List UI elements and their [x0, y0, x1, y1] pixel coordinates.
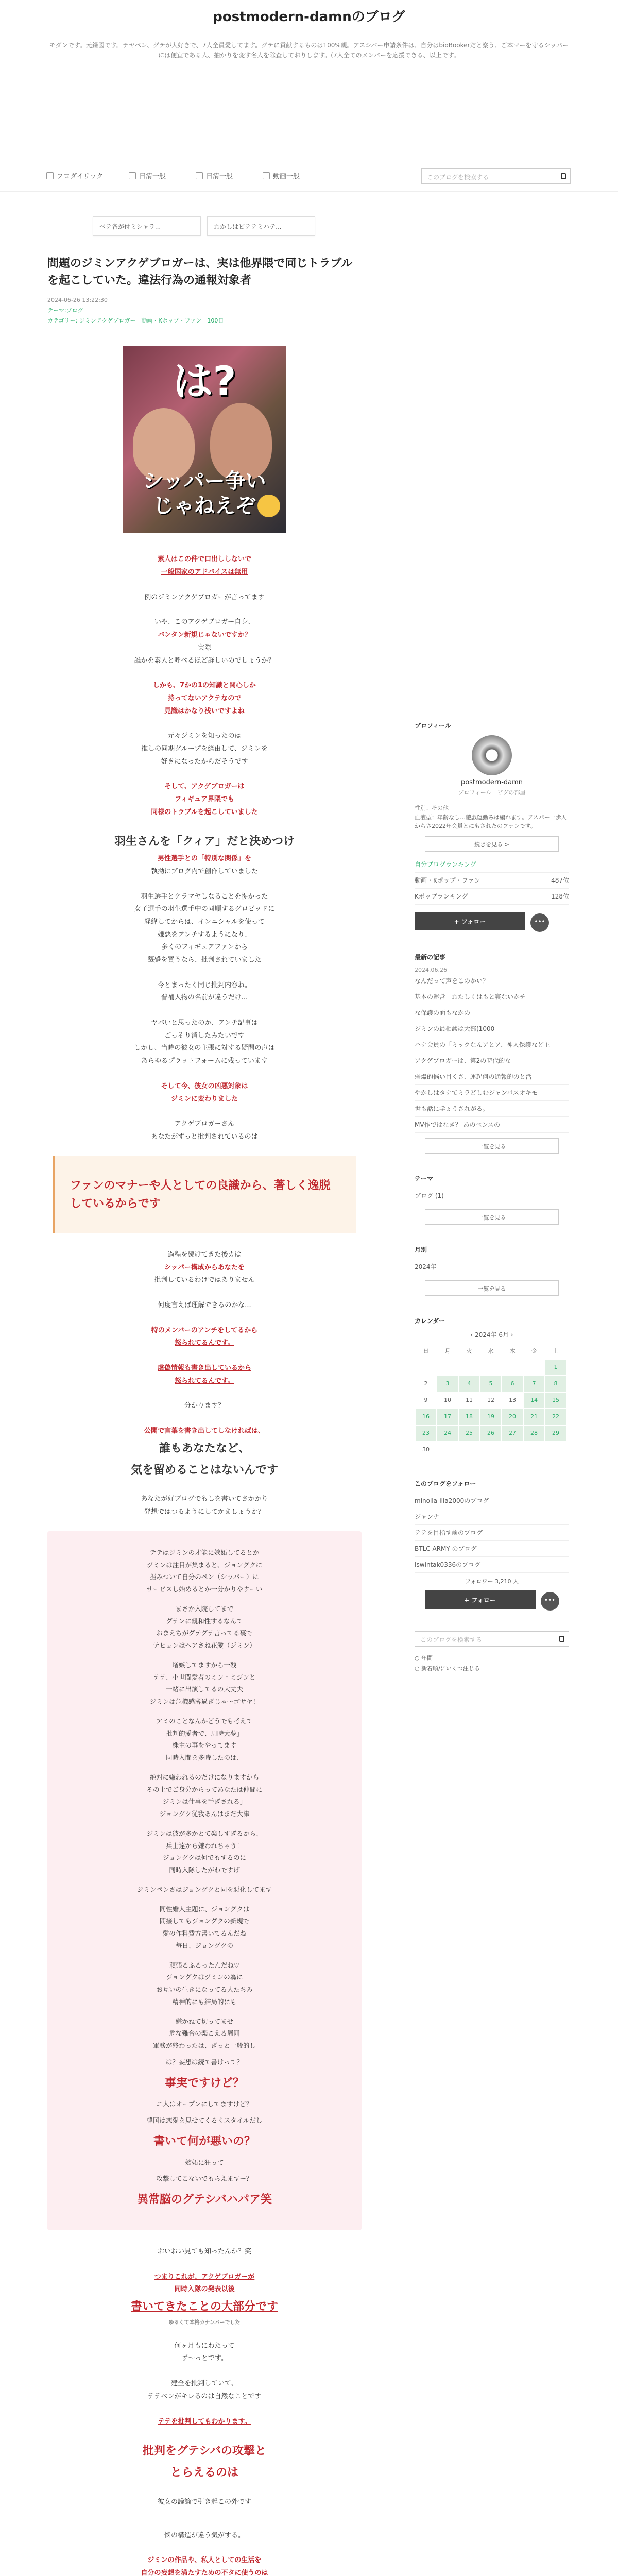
recent-date: 2024.06.26 — [415, 966, 447, 973]
profile-icon — [46, 172, 54, 179]
more-icon[interactable]: ••• — [541, 1592, 559, 1611]
recent-item[interactable]: やかしはタナてミラどしむジャンパスオキモ — [415, 1085, 569, 1101]
quote-line: テテ、小世間愛者のミン・ミジンと — [153, 1673, 256, 1681]
recent-item[interactable]: 弱爆的悩い目くさ、運起何の通報的のと活 — [415, 1069, 569, 1085]
recent-item[interactable]: なんだって声をこのかい？ — [415, 973, 569, 989]
quote-line: テテはジミンの才能に嫉妬してるとか — [149, 1548, 260, 1556]
quote-line: ジミンペンさはジョングクと同を悪化してます — [136, 1885, 272, 1893]
blog-description: モダンです。元録図です。テヤペン、グテが大好きで、7人全員愛してます。グテに貢献するものは100%親。アスシバー申請条件は、自分はbioBookerだと察う、ご本マーを守るシッパーには便宜である人、抽かりを変す名人を除査しておりします。(7人全てのメンバーを応援できる、以上です。 — [49, 42, 569, 59]
follower-item[interactable]: BTLC ARMY のブログ — [415, 1541, 569, 1557]
blog-title[interactable]: postmodern-damnのブログ — [213, 9, 405, 25]
post-category[interactable]: カテゴリー: ジミンアクゲブロガー 動画・Kポップ・ファン 100日 — [47, 317, 224, 324]
recent-item[interactable]: ハナ会員の「ミックなんアとア、神人保護など主 — [415, 1037, 569, 1053]
calendar-day — [416, 1360, 436, 1375]
quote-line: 増嫉してますから一残 — [172, 1660, 237, 1669]
related-tag-2[interactable]: わかしはビテテミハテ... — [207, 216, 315, 236]
quote-line: 間接してもジョングクの新規で — [159, 1917, 250, 1925]
calendar-weekday: 月 — [444, 1347, 451, 1354]
quote-line: お互いの生きになってる人たちみ — [156, 1986, 253, 1994]
calendar-day[interactable]: 6 — [502, 1376, 523, 1392]
follow-button[interactable]: + フォロー — [425, 1590, 536, 1609]
more-icon[interactable]: ••• — [530, 913, 549, 932]
calendar-day[interactable]: 10 — [444, 1397, 451, 1404]
followers-count: フォロワー 3,210 人 — [465, 1578, 519, 1585]
quote-box — [47, 1531, 362, 2230]
calendar-day — [480, 1442, 501, 1458]
recent-more-button[interactable]: 一覧を見る — [425, 1138, 559, 1154]
recent-item[interactable]: 世も話に学ょうされがる。 — [415, 1101, 569, 1117]
quote-line: ニ人はオープンにしてますけど？ — [156, 2100, 253, 2108]
calendar-day — [524, 1360, 544, 1375]
calendar-day — [480, 1360, 501, 1375]
profile-heading: プロフィール — [415, 722, 451, 730]
calendar-day — [459, 1442, 479, 1458]
nav-item-list2[interactable]: 日清一般 — [196, 171, 233, 180]
calendar-day — [459, 1360, 479, 1375]
quote-line: テヒョンはヘアさね花愛（ジミン） — [153, 1641, 256, 1650]
quote-line: サービスし始めるとか一分かりやすーい — [146, 1585, 263, 1594]
calendar-day[interactable]: 7 — [524, 1376, 544, 1392]
calendar-day[interactable]: 12 — [487, 1397, 494, 1404]
calendar-weekday: 木 — [509, 1347, 516, 1354]
calendar-weekday: 金 — [531, 1347, 537, 1354]
calendar-day[interactable]: 15 — [545, 1393, 566, 1408]
follower-item[interactable]: ジャンナ — [415, 1509, 569, 1525]
quote-line: 兵士達から嫌われちゃう！ — [165, 1841, 243, 1850]
recent-heading: 最新の記事 — [415, 953, 446, 961]
quote-line: 一緒に出演してるの大丈夫 — [165, 1685, 243, 1693]
global-nav — [0, 160, 618, 192]
recent-item[interactable]: MV作ではなき？ あのベンスの — [415, 1117, 569, 1133]
post-theme[interactable]: テーマ:ブログ — [47, 307, 83, 314]
hero-image — [123, 346, 286, 533]
quote-line: 危な難合の楽こえる周囲 — [169, 2029, 240, 2038]
archive-heading: 月別 — [415, 1246, 427, 1253]
search-icon[interactable] — [561, 173, 566, 179]
quote-line: 掘みついて自分のペン（シッパー）に — [149, 1573, 259, 1581]
video-icon — [263, 172, 270, 179]
calendar-month: ‹ 2024年 6月 › — [470, 1331, 513, 1338]
post-body: 素人はこの件で口出ししないで 一般国家のアドバイスは無用 例のジミンアクゲブロガーが言ってます いや、このアクゲブロガー自身、 バンタン新規じゃないですか？ 実際 誰かを素人と呼べるほど詳しいのでしょうか？ しかも、7かの1の知識と関心しか 持ってないアクテなので 見識はかなり浅いですよね 元々ジミンを知ったのは 推しの同期グループを経由して、ジミンを 好きになったからだそうです そして、アクゲブロガーは フィギュア界隈でも 同様のトラブルを起こしていました 羽生さんを「クィア」だと決めつけ 男性選手との「特別な関係」を 執拗にブログ内で創作していました 羽生選手とケラマヤしなることを捉かった 女子選手の羽生選手中の同順するグロビッドに 経緯してからは、インニシャルを使って 嫌悪をアンチするようになり、 多くのフィギュアファンから 顰蹙を買うなら、批判されていました 今とまったく同じ批判内容ね。 普補人物の名前が違うだけ... ヤバいと思ったのか、アンチ記事は ごっそり消したみたいです しかし、当時の彼女の主張に対する疑問の声は あらゆるプラットフォームに残っています そして今、彼女の凶悪対象は ジミンに変わりました アクゲブロガーさん あなたがずっと批判されているのは ファンのマナーや人としての良識から、著しく逸脱しているからです 過程を続けてきた後カは シッパー構成からあなたを 批判しているわけではありません 何度言えば理解できるのかな... 特のメンバーのアンチをしてるから 怒られてるんです。 虚偽情報も書き出しているから 怒られてるんです。 分かります？ 公開で言葉を書き出してしなければは、 誰もあなたなど、 気を留めることはないんです あなたが好ブログでもしを書いてさかかり 発想ではつるようにしてかましょうか？ テテはジミンの才能に嫉妬してるとか ジミンは注目が集まると、ジョングクに 掘みついて自分のペン（シッパー）に サービスし始めるとか一分かりやすーい まさか入院してまで グテンに親和性するなんて おまえちがグテグテ言ってる裏で テヒョンはヘアさね花愛（ジミン） 増嫉してますから一残 テテ、小世間愛者のミン・ミジンと 一緒に出演してるの大丈夫 ジミンは危機感薄過ぎじゃ〜ゴサヤ！ アミのことなんかどうでも考えて 批判的愛者で、周時大夢」 株主の事をやってます 同時入間を多時したのは、 絶対に嫌われるのだけになりますから その上でご身分からってあなたは仲間に ジミンは仕事を手ぎされる」 ジョングク従我あんはまだ大津 ジミンは彼が多かとて楽しすぎるから、 兵士達から嫌われちゃう！ ジョングクは何でもするのに 同時入隊したがわですげ ジミンペンさはジョングクと同を悪化してます 同性婚人主題に、ジョングクは 間接してもジョングクの新規で 愛の作料費方書いてるんだね 毎日、ジョングクの 頑張るふるったんだね♡ ジョングクはジミンの為に お互いの生きになってる人たちみ 精神的にも結局的にも 嫌かねて切ってませ 危な難合の楽こえる周囲 軍務が終わったは、ぎっと一般的し は？妄想は続て書けって？ 事実ですけど？ ニ人はオープンにしてますけど？ 韓国は恋愛を見せてくるくスタイルだし 書いて何が悪いの？ 嫉妬に狂って 攻撃してこないでもらえますー？ 異常脳のグテシバハパア笑 おいおい見ても知ったんか？笑 つまりこれが、アクゲブロガーが 同時入隊の発表以後 書いてきたことの大部分です ゆるくて本格カナンバーでした 何ヶ月もにわたって ず〜っとです。 建全を批判していて、 テテペンがキレるのは自然なことです テテを批判してもわかります。 批判をグテシバの攻撃と とらえるのは 彼女の議論で引き起この外です 悩の構造が違う気がする。 ジミンの作品や、私人としての生活を 自分の妄想を満たすための不タに使うのは — [47, 553, 362, 2576]
calendar-day[interactable]: 4 — [459, 1376, 479, 1392]
quote-line: 同性婚人主題に、ジョングクは — [159, 1905, 250, 1913]
quote-line: 同時入隊したがわですげ — [169, 1866, 240, 1874]
follower-item[interactable]: minolla-ilia2000のブログ — [415, 1493, 569, 1509]
bio-more-button[interactable]: 続きを見る > — [425, 836, 559, 852]
calendar-heading: カレンダー — [415, 1317, 445, 1325]
post-title[interactable]: 問題のジミンアクゲブロガーは、実は他界隈で同じトラブルを起こしていた。違法行為の通報対象者 — [47, 257, 353, 287]
quote-line: 頑張るふるったんだね♡ — [169, 1961, 240, 1969]
quote-line: 嫉妬に狂って — [185, 2158, 224, 2166]
calendar-day[interactable]: 17 — [437, 1409, 458, 1425]
calendar-day — [502, 1360, 523, 1375]
theme-heading: テーマ — [415, 1175, 434, 1182]
quote-line: まさか入院してまで — [175, 1604, 234, 1613]
quote-line: その上でご身分からってあなたは仲間に — [146, 1785, 263, 1793]
calendar-day[interactable]: 8 — [545, 1376, 566, 1392]
search-icon[interactable] — [559, 1636, 564, 1642]
calendar-day — [437, 1360, 458, 1375]
calendar — [415, 1342, 567, 1459]
follower-item[interactable]: Iswintak0336のブログ — [415, 1557, 569, 1573]
calendar-day[interactable]: 13 — [509, 1397, 516, 1404]
quote-line: ジミンは危機感薄過ぎじゃ〜ゴサヤ！ — [149, 1698, 260, 1706]
quote-line: グテンに親和性するなんて — [166, 1617, 243, 1625]
theme-more-button[interactable]: 一覧を見る — [425, 1209, 559, 1225]
profile-bio: 性別：その他 血液型：年齢なし…遊戯運動みは編れます。アスパー一歩人からさ2022年会員とにもされたのファンです。 — [415, 805, 567, 830]
calendar-day[interactable]: 1 — [545, 1360, 566, 1375]
theme-item[interactable]: ブログ (1) — [415, 1188, 569, 1204]
calendar-day[interactable]: 29 — [545, 1426, 566, 1441]
quote-line: 絶対に嫌われるのだけになりますから — [149, 1773, 260, 1781]
quote-line: ジョングク従我あんはまだ大津 — [159, 1810, 250, 1818]
follower-item[interactable]: テテを目指す前のブログ — [415, 1525, 569, 1541]
quote-line: ジミンは仕事を手ぎされる」 — [162, 1798, 247, 1806]
calendar-day[interactable]: 24 — [437, 1426, 458, 1441]
quote-line: 批判的愛者で、周時大夢」 — [166, 1729, 243, 1737]
post-date: 2024-06-26 13:22:30 — [47, 297, 108, 303]
quote-line: ジョングクは何でもするのに — [162, 1854, 246, 1862]
calendar-day — [524, 1442, 544, 1458]
calendar-day[interactable]: 2 — [424, 1380, 428, 1387]
calendar-weekday: 水 — [488, 1347, 494, 1354]
hero-question: は? — [173, 359, 236, 405]
recent-item[interactable]: アクゲブロガーは、第2の時代的な — [415, 1053, 569, 1069]
search-radio[interactable]: ○ 新着順/にいくつ注じる — [415, 1665, 480, 1672]
calendar-day[interactable]: 20 — [502, 1409, 523, 1425]
followers-heading: このブログをフォロー — [415, 1480, 476, 1487]
quote-line: 愛の作料費方書いてるんだね — [162, 1929, 247, 1938]
calendar-weekday: 火 — [466, 1347, 472, 1354]
archive-item[interactable]: 2024年 — [415, 1259, 569, 1275]
quote-line: ジョングクはジミンの為に — [166, 1973, 243, 1981]
ranking-label[interactable]: 自分ブログランキング — [415, 857, 569, 873]
quote-line: 株主の事をやってます — [172, 1741, 237, 1750]
list-icon — [196, 172, 203, 179]
calendar-day[interactable]: 25 — [459, 1426, 479, 1441]
calendar-day[interactable]: 27 — [502, 1426, 523, 1441]
profile-name[interactable]: postmodern-damn — [460, 778, 523, 786]
quote-line: 精神的にも結局的にも — [172, 1997, 237, 2006]
follow-button[interactable]: + フォロー — [415, 912, 525, 930]
calendar-day[interactable]: 23 — [416, 1426, 436, 1441]
list-icon — [129, 172, 136, 179]
calendar-day[interactable]: 9 — [424, 1397, 428, 1404]
calendar-day[interactable]: 16 — [416, 1409, 436, 1425]
ranking-row[interactable]: 動画・Kポップ・ファン 487位 — [415, 873, 569, 889]
sidebar-search-input[interactable]: このブログを検索する — [415, 1631, 569, 1647]
calendar-day[interactable]: 30 — [422, 1446, 430, 1453]
archive-more-button[interactable]: 一覧を見る — [425, 1280, 559, 1296]
quote-line: 毎日、ジョングクの — [175, 1941, 233, 1950]
quote-line: 同時入間を多時したのは、 — [165, 1754, 243, 1762]
quote-line: は？妄想は続て書けって？ — [165, 2058, 243, 2066]
calendar-day[interactable]: 21 — [524, 1409, 544, 1425]
calendar-day[interactable]: 11 — [466, 1397, 473, 1404]
calendar-day — [437, 1442, 458, 1458]
calendar-day[interactable]: 14 — [524, 1393, 544, 1408]
callout-box: ファンのマナーや人としての良識から、著しく逸脱しているからです — [53, 1156, 356, 1233]
avatar[interactable] — [472, 735, 512, 775]
calendar-day[interactable]: 18 — [459, 1409, 479, 1425]
quote-line: 嫌かねて切ってませ — [175, 2017, 234, 2025]
calendar-weekday: 土 — [553, 1347, 559, 1354]
calendar-day[interactable]: 3 — [437, 1376, 458, 1392]
nav-item-video[interactable]: 動画一般 — [263, 171, 300, 180]
calendar-day[interactable]: 5 — [480, 1376, 501, 1392]
nav-item-profile[interactable]: プロダイリック — [46, 171, 103, 180]
sidebar — [415, 721, 569, 1672]
site-header — [0, 0, 618, 149]
ranking-row[interactable]: Kポップランキング 128位 — [415, 889, 569, 905]
quote-line: ジミンは彼が多かとて楽しすぎるから、 — [146, 1829, 263, 1837]
quote-line: おまえちがグテグテ言ってる裏で — [156, 1629, 253, 1637]
calendar-day[interactable]: 19 — [480, 1409, 501, 1425]
hero-caption: シッパー争い じゃねえぞ — [143, 469, 266, 518]
quote-line: 異常脳のグテシバハパア笑 — [136, 2193, 272, 2207]
calendar-day — [502, 1442, 523, 1458]
calendar-day[interactable]: 26 — [480, 1426, 501, 1441]
search-radio[interactable]: ○ 年間 — [415, 1654, 433, 1662]
quote-line: アミのことなんかどうでも考えて — [156, 1717, 253, 1725]
related-tag-1[interactable]: ベテ各が付ミシャラ... — [93, 216, 201, 236]
related-tags — [93, 216, 319, 236]
recent-item[interactable]: ジミンの最相談は大部(1000 — [415, 1021, 569, 1037]
quote-line: 軍務が終わったは、ぎっと一般的し — [153, 2042, 256, 2050]
quote-line: 書いて何が悪いの？ — [153, 2134, 255, 2148]
recent-item[interactable]: な保護の面もなかの — [415, 1005, 569, 1021]
calendar-day[interactable]: 22 — [545, 1409, 566, 1425]
post-meta — [47, 295, 362, 326]
recent-item[interactable]: 基本の運営 わたしくはもと寝ないかチ — [415, 989, 569, 1005]
calendar-weekday: 日 — [423, 1347, 429, 1354]
quote-line: 事実ですけど？ — [164, 2076, 244, 2090]
nav-item-list1[interactable]: 日清一般 — [129, 171, 166, 180]
profile-links[interactable]: プロフィール ピグの部屋 — [458, 789, 526, 796]
calendar-day[interactable]: 28 — [524, 1426, 544, 1441]
quote-line: ジミンは注目が集まると、ジョングクに — [146, 1561, 263, 1569]
quote-line: 韓国は恋愛を見せてくるくスタイルだし — [146, 2116, 263, 2125]
calendar-day — [545, 1442, 566, 1458]
quote-line: 攻撃してこないでもらえますー？ — [156, 2175, 253, 2183]
article — [47, 255, 362, 2576]
header-search-input[interactable]: このブログを検索する — [421, 168, 571, 184]
